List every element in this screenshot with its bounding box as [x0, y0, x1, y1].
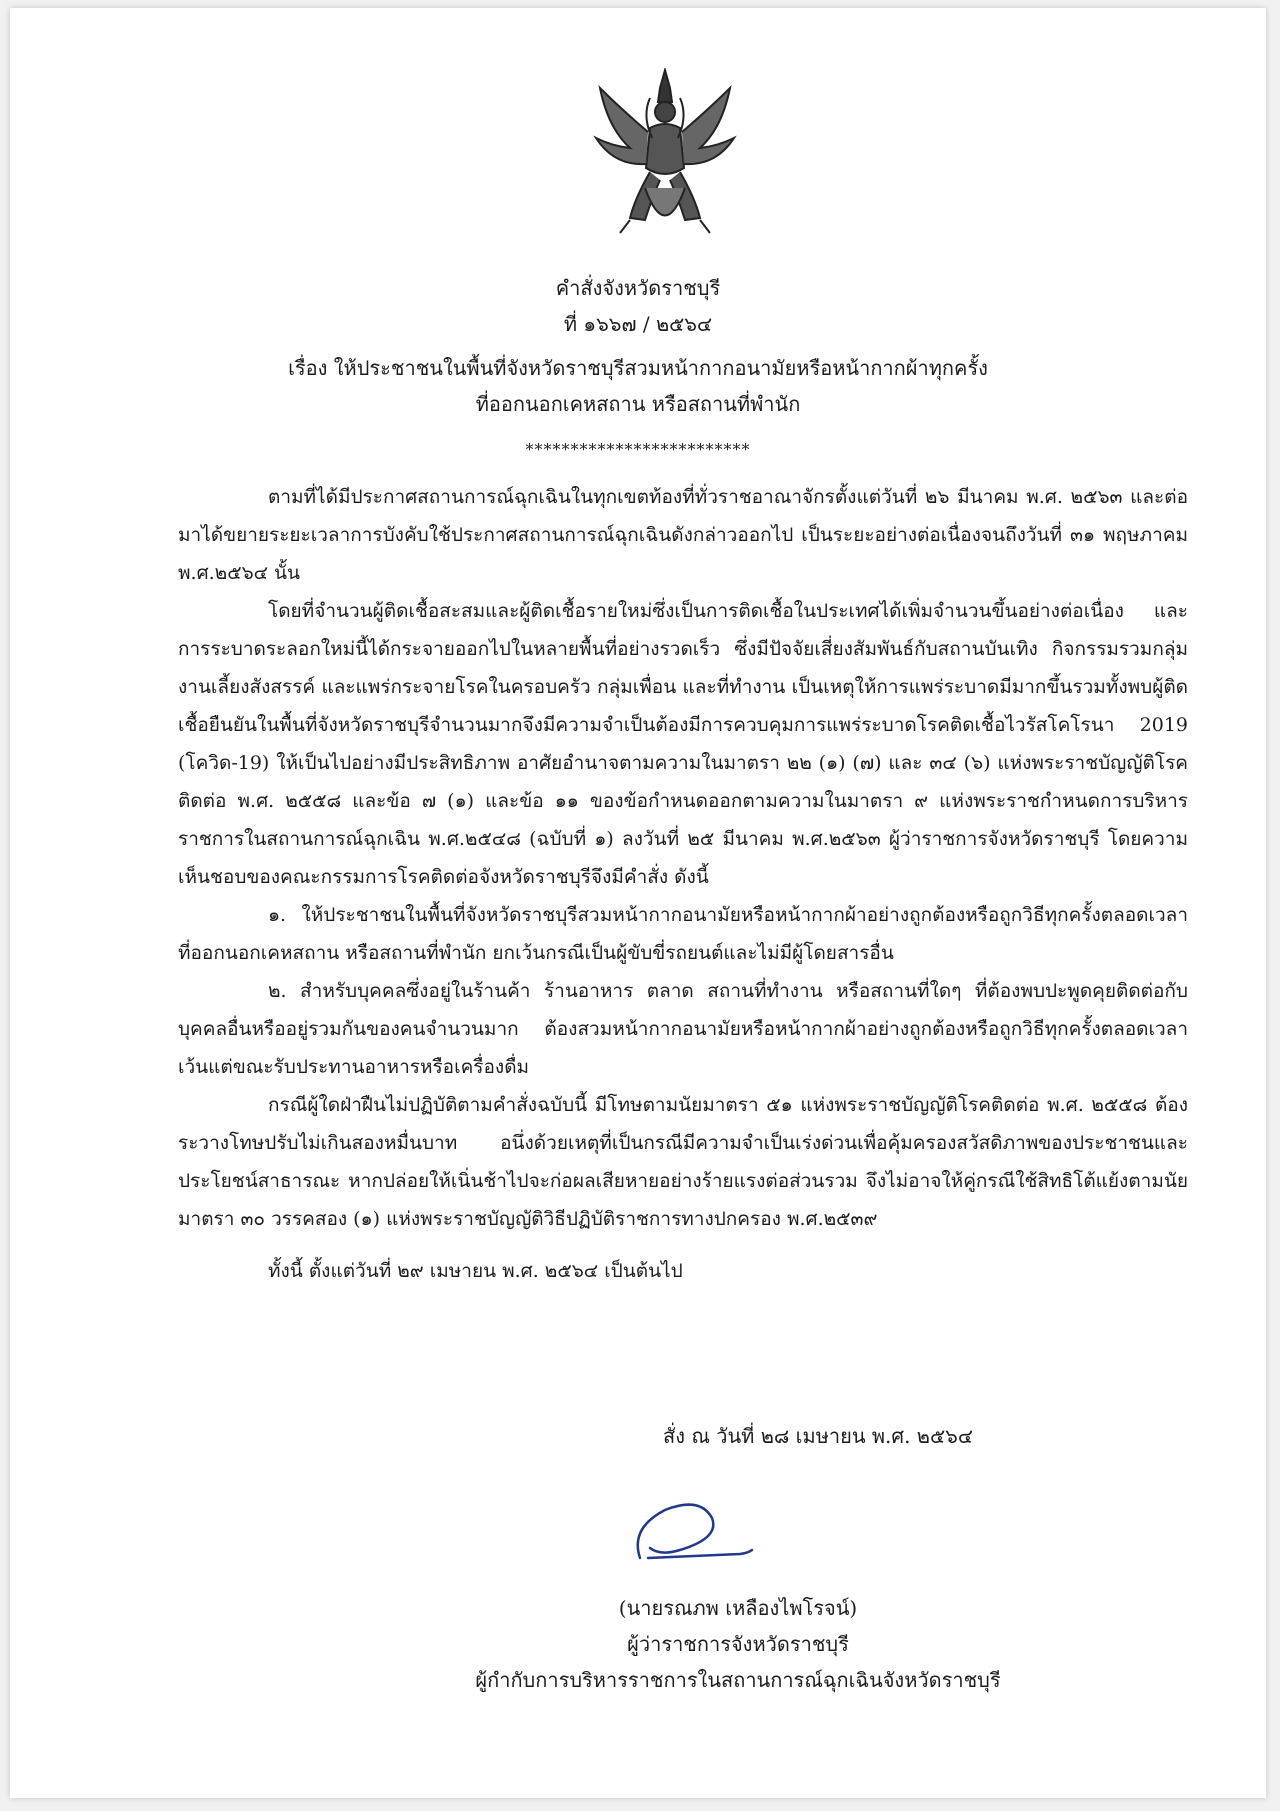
- order-date: สั่ง ณ วันที่ ๒๘ เมษายน พ.ศ. ๒๕๖๔: [663, 1424, 973, 1448]
- paragraph-2: โดยที่จำนวนผู้ติดเชื้อสะสมและผู้ติดเชื้อรายใหม่ซึ่งเป็นการติดเชื้อในประเทศได้เพิ่มจำนวนขึ้นอย่างต่อเนื่อง และการระบาดระลอกใหม่นี้ได้กระจายออกไปในหลายพื้นที่อย่างรวดเร็ว ซึ่งมีปัจจัยเสี่ยงสัมพันธ์กับสถานบันเทิง กิจกรรมรวมกลุ่ม งานเลี้ยงสังสรรค์ และแพร่กระจายโรคในครอบครัว กลุ่มเพื่อน และที่ทำงาน เป็นเหตุให้การแพร่ระบาดมีมากขึ้นรวมทั้งพบผู้ติดเชื้อยืนยันในพื้นที่จังหวัดราชบุรีจำนวนมากจึงมีความจำเป็นต้องมีการควบคุมการแพร่ระบาดโรคติดเชื้อไวรัสโคโรนา 2019 (โควิด-19) ให้เป็นไปอย่างมีประสิทธิภาพ อาศัยอำนาจตามความในมาตรา ๒๒ (๑) (๗) และ ๓๔ (๖) แห่งพระราชบัญญัติโรคติดต่อ พ.ศ. ๒๕๕๘ และข้อ ๗ (๑) และข้อ ๑๑ ของข้อกำหนดออกตามความในมาตรา ๙ แห่งพระราชกำหนดการบริหารราชการในสถานการณ์ฉุกเฉิน พ.ศ.๒๕๔๘ (ฉบับที่ ๑) ลงวันที่ ๒๕ มีนาคม พ.ศ.๒๕๖๓ ผู้ว่าราชการจังหวัดราชบุรี โดยความเห็นชอบของคณะกรรมการโรคติดต่อจังหวัดราชบุรีจึงมีคำสั่ง ดังนี้: [178, 600, 1188, 888]
- paragraph-1: ตามที่ได้มีประกาศสถานการณ์ฉุกเฉินในทุกเขตท้องที่ทั่วราชอาณาจักรตั้งแต่วันที่ ๒๖ มีนาคม พ.ศ. ๒๕๖๓ และต่อมาได้ขยายระยะเวลาการบังคับใช้ประกาศสถานการณ์ฉุกเฉินดังกล่าวออกไป เป็นระยะอย่างต่อเนื่องจนถึงวันที่ ๓๑ พฤษภาคม พ.ศ.๒๕๖๔ นั้น: [178, 486, 1188, 584]
- subject-line-1: เรื่อง ให้ประชาชนในพื้นที่จังหวัดราชบุรีสวมหน้ากากอนามัยหรือหน้ากากผ้าทุกครั้ง: [288, 356, 988, 380]
- order-number: ที่ ๑๖๖๗ / ๒๕๖๔: [563, 312, 713, 336]
- paragraph-5: กรณีผู้ใดฝ่าฝืนไม่ปฏิบัติตามคำสั่งฉบับนี้ มีโทษตามนัยมาตรา ๕๑ แห่งพระราชบัญญัติโรคติดต่อ พ.ศ. ๒๕๕๘ ต้องระวางโทษปรับไม่เกินสองหมื่นบาท อนึ่งด้วยเหตุที่เป็นกรณีมีความจำเป็นเร่งด่วนเพื่อคุ้มครองสวัสดิภาพของประชาชนและประโยชน์สาธารณะ หากปล่อยให้เนิ่นช้าไปจะก่อผลเสียหายอย่างร้ายแรงต่อส่วนรวม จึงไม่อาจให้คู่กรณีใช้สิทธิโต้แย้งตามนัยมาตรา ๓๐ วรรคสอง (๑) แห่งพระราชบัญญัติวิธีปฏิบัติราชการทางปกครอง พ.ศ.๒๕๓๙: [178, 1094, 1188, 1230]
- document-body: [178, 478, 1188, 1290]
- signer-title-1: ผู้ว่าราชการจังหวัดราชบุรี: [627, 1632, 849, 1656]
- order-title: คำสั่งจังหวัดราชบุรี: [555, 276, 721, 300]
- signer-name: (นายรณภพ เหลืองไพโรจน์): [618, 1596, 858, 1620]
- separator: *************************: [525, 440, 751, 459]
- paragraph-6: ทั้งนี้ ตั้งแต่วันที่ ๒๙ เมษายน พ.ศ. ๒๕๖๔ เป็นต้นไป: [268, 1260, 683, 1282]
- garuda-emblem-icon: [590, 68, 740, 248]
- signer-title-2: ผู้กำกับการบริหารราชการในสถานการณ์ฉุกเฉินจังหวัดราชบุรี: [475, 1668, 1001, 1692]
- paragraph-4: ๒. สำหรับบุคคลซึ่งอยู่ในร้านค้า ร้านอาหาร ตลาด สถานที่ทำงาน หรือสถานที่ใดๆ ที่ต้องพบปะพูดคุยติดต่อกับบุคคลอื่นหรืออยู่รวมกันของคนจำนวนมาก ต้องสวมหน้ากากอนามัยหรือหน้ากากผ้าอย่างถูกต้องหรือถูกวิธีทุกครั้งตลอดเวลา เว้นแต่ขณะรับประทานอาหารหรือเครื่องดื่ม: [178, 980, 1188, 1078]
- paragraph-3: ๑. ให้ประชาชนในพื้นที่จังหวัดราชบุรีสวมหน้ากากอนามัยหรือหน้ากากผ้าอย่างถูกต้องหรือถูกวิธีทุกครั้งตลอดเวลาที่ออกนอกเคหสถาน หรือสถานที่พำนัก ยกเว้นกรณีเป็นผู้ขับขี่รถยนต์และไม่มีผู้โดยสารอื่น: [178, 904, 1188, 964]
- subject-line-2: ที่ออกนอกเคหสถาน หรือสถานที่พำนัก: [475, 392, 801, 416]
- document-page: [10, 8, 1266, 1798]
- handwritten-signature: [620, 1498, 770, 1568]
